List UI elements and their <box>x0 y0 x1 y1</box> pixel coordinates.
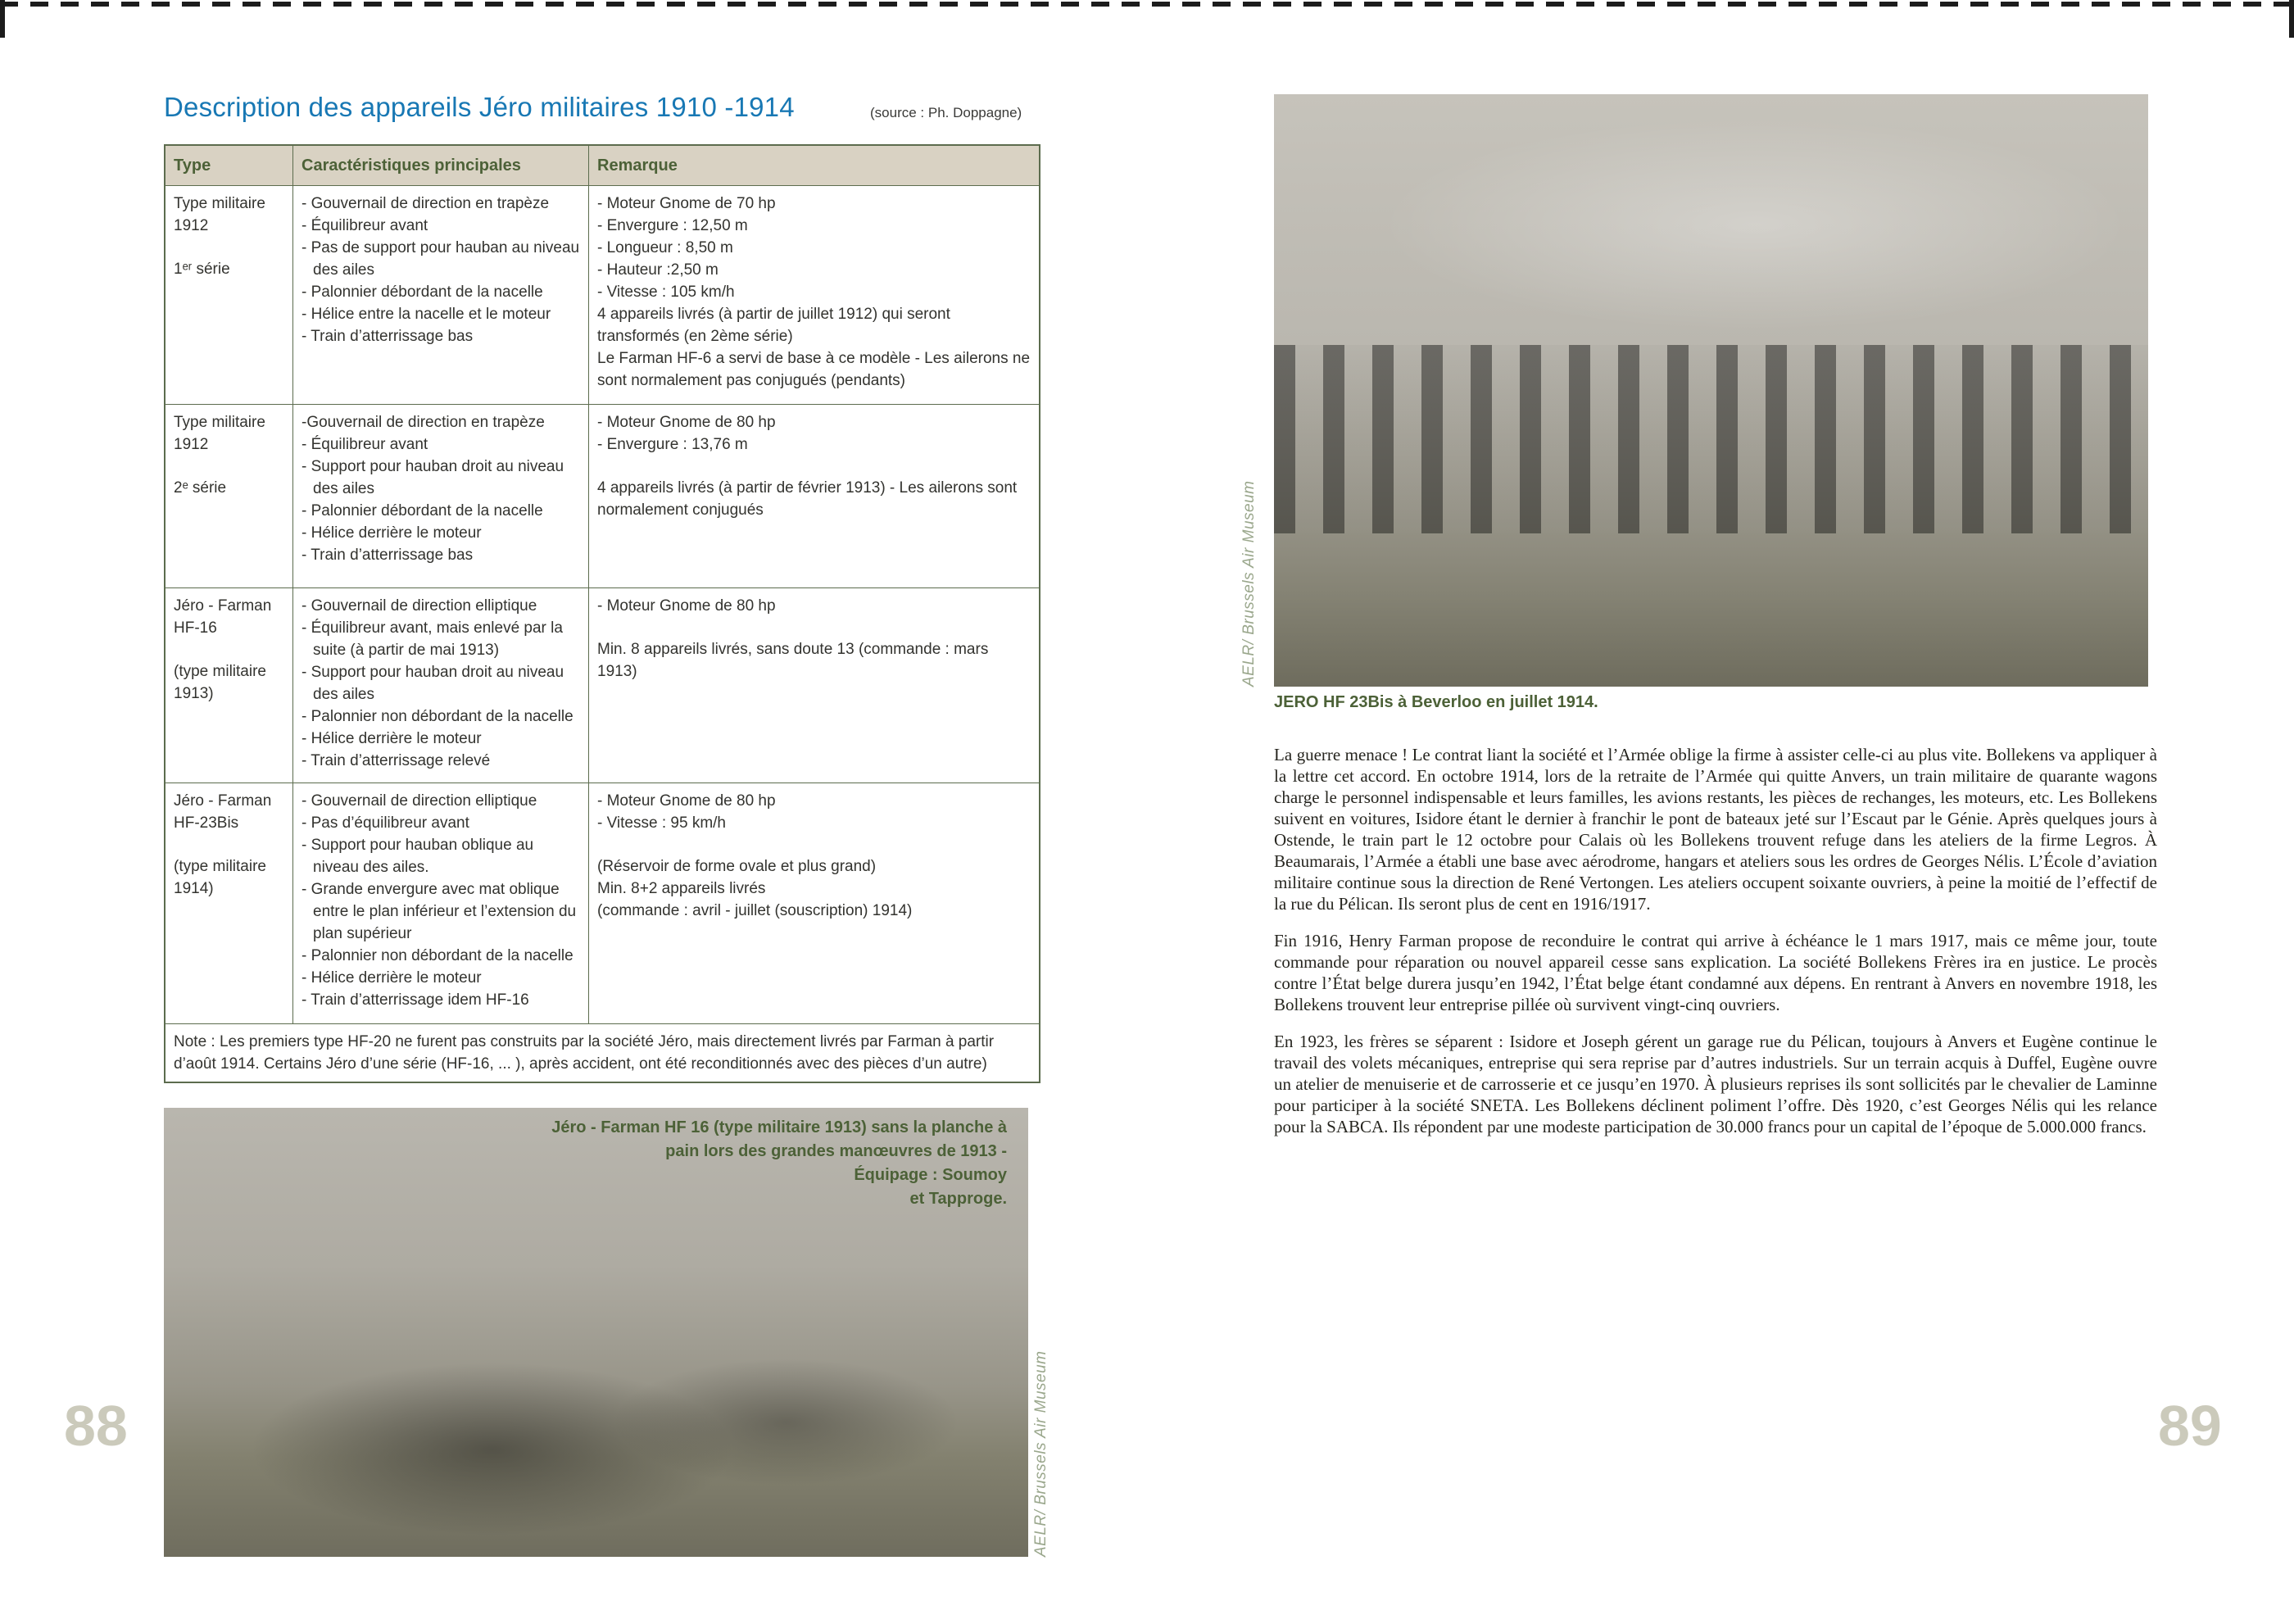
cell-line: - Hélice derrière le moteur <box>301 524 482 542</box>
cell-line: (Réservoir de forme ovale et plus grand) <box>597 858 877 875</box>
cell-line: - Support pour hauban oblique au niveau des ailes. <box>301 837 534 876</box>
table-row <box>165 186 1040 405</box>
cell-line: Type militaire 1912 <box>174 414 265 453</box>
photo-right-caption: JERO HF 23Bis à Beverloo en juillet 1914. <box>1274 693 1598 711</box>
left-edge-mark <box>0 0 5 38</box>
table-header-row <box>165 145 1040 186</box>
paragraph: Fin 1916, Henry Farman propose de reconduire le contrat qui arrive à échéance le 1 mars 1917, mais ce même jour, toute commande pour réparation ou nouvel appareil cesse sans explication. La société Bollekens Frères ira en justice. Le procès contre l’État belge durera jusqu’en 1942, l’État belge étant condamné aux dépens. En rentrant à Anvers en novembre 1918, les Bollekens trouvent leur entreprise pillée où survivent vingt-cinq ouvriers. <box>1274 931 2157 1014</box>
column-header-remarque: Remarque <box>589 145 1040 186</box>
table-cell <box>589 186 1040 405</box>
cell-line: - Équilibreur avant, mais enlevé par la suite (à partir de mai 1913) <box>301 619 563 659</box>
cell-line: - Moteur Gnome de 70 hp <box>597 195 776 212</box>
table-cell <box>589 588 1040 783</box>
photo-left-hf16 <box>164 1108 1028 1557</box>
table-row <box>165 405 1040 588</box>
cell-line: - Palonnier non débordant de la nacelle <box>301 947 574 964</box>
cell-line: - Gouvernail de direction elliptique <box>301 792 537 810</box>
table-cell <box>589 405 1040 588</box>
cell-line: 4 appareils livrés (à partir de juillet 1912) qui seront transformés (en 2ème série) <box>597 306 950 345</box>
cell-line: - Train d’atterrissage relevé <box>301 752 491 769</box>
table-note-row <box>165 1024 1040 1083</box>
table-cell <box>165 186 293 405</box>
cell-line: - Moteur Gnome de 80 hp <box>597 597 776 615</box>
photo-right-hf23bis <box>1274 94 2148 687</box>
table-cell <box>293 783 589 1024</box>
cell-line: - Train d’atterrissage idem HF-16 <box>301 991 529 1009</box>
table-cell <box>165 588 293 783</box>
cell-line: - Grande envergure avec mat oblique entre le plan inférieur et l’extension du plan supérieur <box>301 881 577 942</box>
caption-line: Jéro - Farman HF 16 (type militaire 1913) sans la planche à <box>551 1118 1007 1136</box>
cell-line: 1ᵉʳ série <box>174 261 230 278</box>
page-title: Description des appareils Jéro militaires 1910 -1914 <box>164 92 795 122</box>
perforation-dashed-line <box>0 2 2294 7</box>
cell-line: 4 appareils livrés (à partir de février 1913) - Les ailerons sont normalement conjugués <box>597 479 1018 519</box>
cell-line: - Support pour hauban droit au niveau des ailes <box>301 664 564 703</box>
cell-line: - Gouvernail de direction elliptique <box>301 597 537 615</box>
cell-line: Min. 8+2 appareils livrés <box>597 880 766 897</box>
cell-line: - Longueur : 8,50 m <box>597 239 733 256</box>
cell-line: (commande : avril - juillet (souscription) 1914) <box>597 902 913 919</box>
column-header-type: Type <box>165 145 293 186</box>
cell-gap <box>174 639 284 660</box>
table-cell <box>165 405 293 588</box>
cell-line: - Hélice entre la nacelle et le moteur <box>301 306 551 323</box>
table-body <box>165 186 1040 1024</box>
cell-gap <box>174 456 284 477</box>
cell-line: - Palonnier non débordant de la nacelle <box>301 708 574 725</box>
caption-line: Équipage : Soumoy <box>854 1166 1007 1184</box>
cell-line: - Hélice derrière le moteur <box>301 730 482 747</box>
right-edge-mark <box>2289 0 2294 38</box>
cell-line: - Gouvernail de direction en trapèze <box>301 195 550 212</box>
page-number-right: 89 <box>2158 1394 2222 1458</box>
cell-line: - Envergure : 13,76 m <box>597 436 748 453</box>
page-number-left: 88 <box>64 1394 128 1458</box>
cell-line: Min. 8 appareils livrés, sans doute 13 (commande : mars 1913) <box>597 641 989 680</box>
cell-line: - Palonnier débordant de la nacelle <box>301 502 543 519</box>
cell-line: (type militaire 1913) <box>174 663 266 702</box>
cell-line: 2ᵉ série <box>174 479 227 497</box>
cell-line: - Train d’atterrissage bas <box>301 328 474 345</box>
cell-gap <box>597 456 1031 477</box>
table-row <box>165 588 1040 783</box>
paragraph: La guerre menace ! Le contrat liant la société et l’Armée oblige la firme à assister celle-ci au plus vite. Bollekens va appliquer à la lettre cet accord. En octobre 1914, lors de la retraite de l’Armée qui quitte Anvers, un train militaire de quarante wagons charge le personnel indispensable et leurs familles, les avions restants, les pièces de rechanges, les moteurs, etc. Les Bollekens suivent en voitures, Isidore étant le dernier à franchir le pont de bateaux jeté sur l’Escaut par le Génie. Après quelques jours à Ostende, le train part le 12 octobre pour Calais où les Bollekens trouvent refuge dans les ateliers de la firme Legros. À Beaumarais, l’Armée a établi une base avec aérodrome, hangars et ateliers sous les ordres de Georges Nélis. L’École d’aviation militaire continue sous la direction de René Vertongen. Les ateliers occupent soixante ouvriers, à peine la moitié de l’effectif de la rue du Pélican. Ils seront plus de cent en 1916/1917. <box>1274 745 2157 914</box>
cell-line: - Moteur Gnome de 80 hp <box>597 414 776 431</box>
column-header-caracteristiques: Caractéristiques principales <box>293 145 589 186</box>
cell-line: - Palonnier débordant de la nacelle <box>301 284 543 301</box>
cell-line: -Gouvernail de direction en trapèze <box>301 414 545 431</box>
cell-line: - Vitesse : 105 km/h <box>597 284 735 301</box>
cell-line: - Moteur Gnome de 80 hp <box>597 792 776 810</box>
cell-line: - Hauteur :2,50 m <box>597 261 719 279</box>
cell-line: - Hélice derrière le moteur <box>301 969 482 987</box>
cell-gap <box>597 617 1031 638</box>
table-cell <box>293 405 589 588</box>
cell-line: - Équilibreur avant <box>301 436 428 453</box>
caption-line: pain lors des grandes manœuvres de 1913 - <box>665 1142 1007 1160</box>
cell-gap <box>597 834 1031 855</box>
cell-gap <box>174 834 284 855</box>
cell-line: Jéro - Farman HF-23Bis <box>174 792 272 832</box>
table-header <box>165 145 1040 186</box>
aircraft-table <box>164 144 1040 1083</box>
cell-line: - Pas d’équilibreur avant <box>301 814 469 832</box>
table-note-section <box>165 1024 1040 1083</box>
cell-line: Le Farman HF-6 a servi de base à ce modèle - Les ailerons ne sont normalement pas conjugués (pendants) <box>597 350 1031 389</box>
cell-line: Type militaire 1912 <box>174 195 265 234</box>
cell-gap <box>174 237 284 258</box>
cell-line: - Support pour hauban droit au niveau des ailes <box>301 458 564 497</box>
table-cell <box>293 588 589 783</box>
cell-line: - Vitesse : 95 km/h <box>597 814 726 832</box>
paragraph: En 1923, les frères se séparent : Isidore et Joseph gérent un garage rue du Pélican, toujours à Anvers et Eugène continue le travail des volets mécaniques, entreprise qui sera reprise par d’autres industriels. Sur un terrain acquis à Duffel, Eugène ouvre un atelier de menuiserie et de carrosserie et ce jusqu’en 1970. À plusieurs reprises ils sont sollicités par le chevalier de Laminne pour participer à la société SNETA. Les Bollekens déclinent poliment l’offre. Dès 1920, c’est Georges Nélis qui les relance pour la SABCA. Ils répondent par une modeste participation de 30.000 francs pour un capital de l’époque de 5.000.000 francs. <box>1274 1032 2157 1136</box>
caption-line: et Tapproge. <box>909 1190 1007 1208</box>
table-note: Note : Les premiers type HF-20 ne furent pas construits par la société Jéro, mais directement livrés par Farman à partir d’août 1914. Certains Jéro d’une série (HF-16, ... ), après accident, ont été reconditionnés avec des pièces d’un autre) <box>165 1024 1040 1083</box>
table-row <box>165 783 1040 1024</box>
cell-line: (type militaire 1914) <box>174 858 266 897</box>
cell-line: - Pas de support pour hauban au niveau des ailes <box>301 239 580 279</box>
table-cell <box>293 186 589 405</box>
source-note: (source : Ph. Doppagne) <box>870 105 1022 120</box>
body-text <box>1274 744 2157 1153</box>
cell-line: - Train d’atterrissage bas <box>301 547 474 564</box>
cell-line: - Envergure : 12,50 m <box>597 217 748 234</box>
table-cell <box>589 783 1040 1024</box>
table-cell <box>165 783 293 1024</box>
photo-left-credit: AELR/ Brussels Air Museum <box>1032 1350 1050 1557</box>
cell-line: Jéro - Farman HF-16 <box>174 597 272 637</box>
photo-left-caption <box>499 1116 1007 1211</box>
cell-line: - Équilibreur avant <box>301 217 428 234</box>
photo-right-credit: AELR/ Brussels Air Museum <box>1240 480 1258 687</box>
